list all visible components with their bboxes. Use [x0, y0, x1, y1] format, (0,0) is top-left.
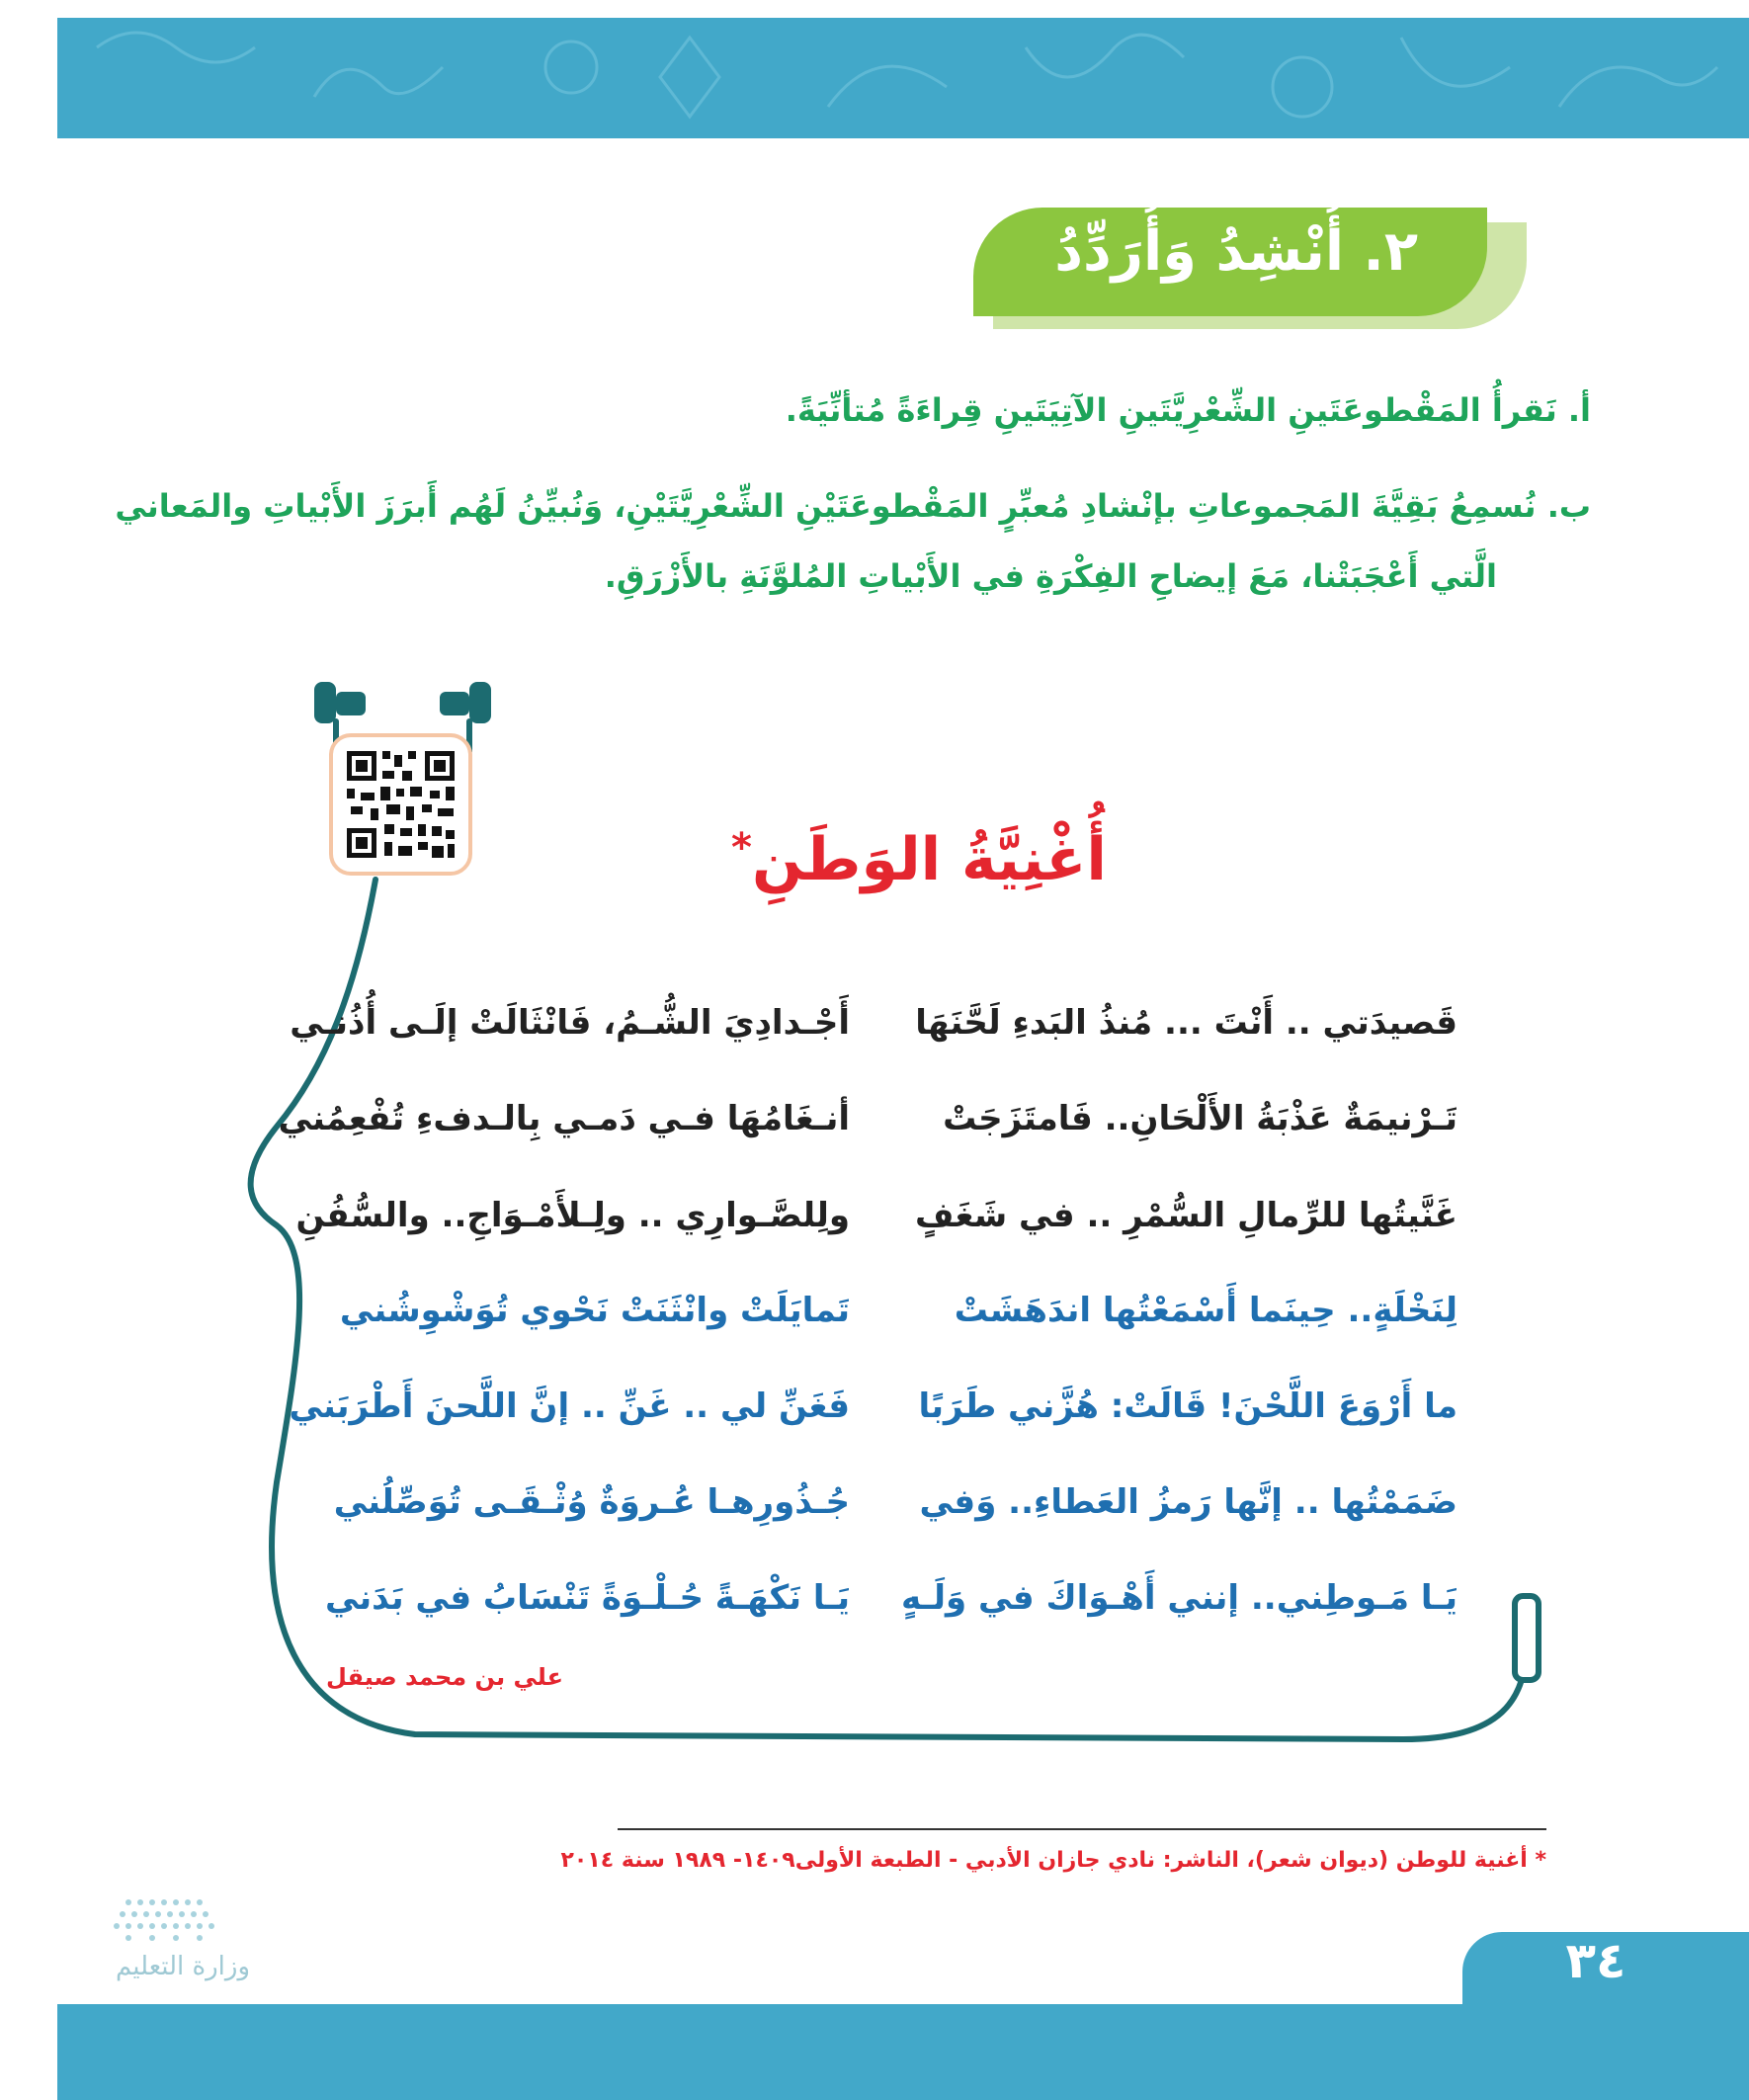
poem-title	[711, 825, 1126, 894]
ministry-logo	[99, 1892, 267, 2011]
verse-2-left: أنـغَامُهَا فـي دَمـي بِالـدفءِ تُفْعِمُني	[278, 1099, 850, 1138]
verse-3-right: غَنَّيتُها للرِّمالِ السُّمْرِ .. في شَغَفٍ	[915, 1196, 1458, 1235]
section-title: ٢. أُنْشِدُ وَأُرَدِّدُ	[1054, 219, 1418, 284]
qr-code[interactable]	[329, 733, 472, 876]
poem-title-text: أُغْنِيَّةُ الوَطَنِ	[751, 825, 1107, 894]
cable-remote	[1515, 1596, 1539, 1680]
verse-1-right: قَصيدَتي .. أَنْتَ ... مُنذُ البَدءِ لَحَّنَهَا	[915, 1003, 1458, 1043]
verse-5-right: ما أَرْوَعَ اللَّحْنَ! قَالَتْ: هُزَّني طَرَبًا	[918, 1386, 1458, 1426]
footnote	[561, 1848, 1547, 1873]
bottom-bar	[57, 2004, 1749, 2100]
verse-2-right: تَـرْنيمَةٌ عَذْبَةُ الأَلْحَانِ.. فَامتَزَجَتْ	[943, 1099, 1458, 1138]
verse-1-left: أَجْـدادِيَ الشُّـمُ، فَانْثَالَتْ إلَـى أُذُنـي	[290, 1003, 850, 1043]
instruction-b-line1: ب. نُسمِعُ بَقِيَّةَ المَجموعاتِ بإنْشادِ مُعبِّرٍ المَقْطوعَتَيْنِ الشِّعْرِيَّتَيْنِ، وَنُبيِّنُ لَهُم أَبرَزَ الأَبْياتِ والمَعاني	[115, 487, 1591, 525]
verse-3-left: ولِلصَّـوارِي .. ولِـلأَمْـوَاجِ.. والسُّفُنِ	[295, 1196, 850, 1235]
instruction-a: أ. نَقرأُ المَقْطوعَتَينِ الشِّعْرِيَّتَينِ الآتِيَتَينِ قِراءَةً مُتأنِّيَةً.	[785, 391, 1591, 429]
qr-code-icon	[333, 737, 468, 872]
earbuds	[314, 682, 491, 723]
footnote-marker: *	[731, 825, 752, 871]
footnote-star-icon: *	[1535, 1848, 1546, 1873]
ministry-name: وزارة التعليم	[115, 1952, 251, 1981]
verse-7-left: يَـا نَكْهَـةً حُـلْـوَةً تَنْسَابُ في بَدَني	[325, 1578, 850, 1618]
verse-4-right: لِنَخْلَةٍ.. حِينَما أَسْمَعْتُها اندَهَشَتْ	[954, 1291, 1458, 1330]
footnote-text: أغنية للوطن (ديوان شعر)، الناشر: نادي جازان الأدبي - الطبعة الأولى١٤٠٩- ١٩٨٩ سنة ٢٠١٤	[560, 1848, 1528, 1873]
verse-4-left: تَمايَلَتْ وانْثَنَتْ نَحْوي تُوَشْوِشُني	[339, 1291, 850, 1330]
verse-6-right: ضَمَمْتُها .. إنَّها رَمزُ العَطاءِ.. وَفي	[919, 1482, 1458, 1522]
verse-5-left: فَغَنِّ لي .. غَنِّ .. إنَّ اللَّحنَ أَطْرَبَني	[289, 1386, 850, 1426]
verse-6-left: جُـذُورِهـا عُـروَةٌ وُثْـقَـى تُوَصِّلُني	[333, 1482, 850, 1522]
ministry-dots-icon	[99, 1892, 267, 1952]
verse-7-right: يَـا مَـوطِني.. إنني أَهْـوَاكَ في وَلَـهٍ	[901, 1578, 1458, 1618]
footnote-divider	[618, 1828, 1546, 1830]
page-number: ٣٤	[1565, 1932, 1626, 1989]
poet-name: علي بن محمد صيقل	[326, 1663, 563, 1691]
instruction-b-line2: الَّتي أَعْجَبَتْنا، مَعَ إيضاحِ الفِكْرَةِ في الأَبْياتِ المُلوَّنَةِ بالأَزْرَقِ.	[604, 557, 1497, 595]
